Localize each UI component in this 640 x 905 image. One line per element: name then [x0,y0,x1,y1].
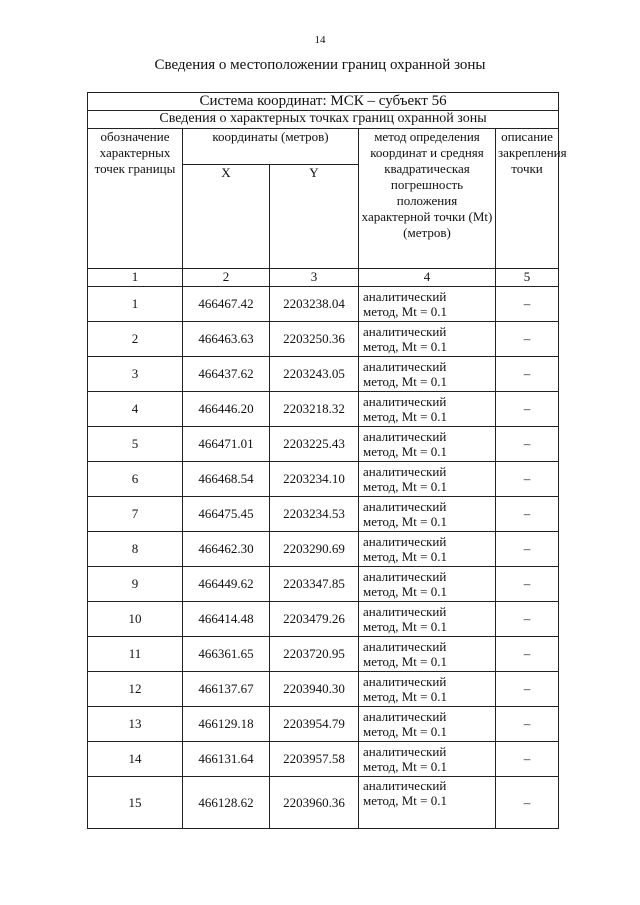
coordinate-y: 2203940.30 [270,672,359,707]
coordinate-y: 2203238.04 [270,287,359,322]
coordinate-x: 466128.62 [183,777,270,829]
method-line-2: метод, Mt = 0.1 [363,409,447,424]
method-line-2: метод, Mt = 0.1 [363,584,447,599]
method-line-1: аналитический [363,569,447,584]
point-number: 11 [88,637,183,672]
point-description: – [496,392,559,427]
coordinate-x: 466449.62 [183,567,270,602]
point-number: 14 [88,742,183,777]
column-numbers-row [88,269,559,287]
point-number: 8 [88,532,183,567]
method-line-2: метод, Mt = 0.1 [363,514,447,529]
coordinate-x: 466414.48 [183,602,270,637]
point-description: – [496,357,559,392]
coordinate-y: 2203234.53 [270,497,359,532]
method-line-1: аналитический [363,429,447,444]
header-y: Y [270,165,359,269]
method [359,532,496,567]
point-description: – [496,427,559,462]
point-number: 6 [88,462,183,497]
method-line-1: аналитический [363,778,447,793]
coordinate-y: 2203960.36 [270,777,359,829]
method-line-2: метод, Mt = 0.1 [363,374,447,389]
method-line-1: аналитический [363,604,447,619]
method [359,322,496,357]
point-description: – [496,322,559,357]
table-row [88,392,559,427]
table-row [88,637,559,672]
coordinate-y: 2203250.36 [270,322,359,357]
header-x: X [183,165,270,269]
coordinate-x: 466462.30 [183,532,270,567]
header-designation: обозначение характерных точек границы [88,129,183,269]
method-line-1: аналитический [363,289,447,304]
point-number: 9 [88,567,183,602]
table-row [88,357,559,392]
coordinate-y: 2203290.69 [270,532,359,567]
method-line-1: аналитический [363,639,447,654]
document-title: Сведения о местоположении границ охранной зоны [154,57,486,73]
coordinate-x: 466137.67 [183,672,270,707]
page-number: 14 [314,34,326,46]
table-row [88,287,559,322]
method [359,462,496,497]
point-number: 7 [88,497,183,532]
coordinate-x: 466475.45 [183,497,270,532]
coordinate-y: 2203479.26 [270,602,359,637]
coordinate-y: 2203218.32 [270,392,359,427]
method-line-1: аналитический [363,359,447,374]
method [359,602,496,637]
coordinate-y: 2203957.58 [270,742,359,777]
point-description: – [496,707,559,742]
point-number: 4 [88,392,183,427]
point-description: – [496,602,559,637]
coordinate-y: 2203720.95 [270,637,359,672]
method-line-2: метод, Mt = 0.1 [363,689,447,704]
method [359,392,496,427]
table-row [88,742,559,777]
point-number: 1 [88,287,183,322]
table-row [88,777,559,829]
boundary-points-table [87,92,567,829]
method-line-2: метод, Mt = 0.1 [363,724,447,739]
method [359,637,496,672]
point-description: – [496,742,559,777]
point-description: – [496,637,559,672]
point-description: – [496,777,559,829]
point-description: – [496,672,559,707]
method-line-2: метод, Mt = 0.1 [363,549,447,564]
method-line-2: метод, Mt = 0.1 [363,654,447,669]
method-line-2: метод, Mt = 0.1 [363,339,447,354]
coordinate-x: 466131.64 [183,742,270,777]
point-description: – [496,287,559,322]
column-number: 1 [88,269,183,287]
point-description: – [496,497,559,532]
method [359,567,496,602]
table-row [88,707,559,742]
method-line-1: аналитический [363,394,447,409]
points-title-row [88,111,559,129]
point-number: 12 [88,672,183,707]
point-description: – [496,462,559,497]
coordinate-y: 2203234.10 [270,462,359,497]
coordinate-y: 2203347.85 [270,567,359,602]
method-line-2: метод, Mt = 0.1 [363,759,447,774]
coordinate-x: 466361.65 [183,637,270,672]
method-line-1: аналитический [363,499,447,514]
point-number: 13 [88,707,183,742]
coordinate-x: 466437.62 [183,357,270,392]
coordinate-x: 466463.63 [183,322,270,357]
point-number: 10 [88,602,183,637]
method-line-1: аналитический [363,674,447,689]
coordinate-x: 466468.54 [183,462,270,497]
table-row [88,672,559,707]
column-number: 5 [496,269,559,287]
table-body [88,287,559,829]
point-number: 3 [88,357,183,392]
column-number: 2 [183,269,270,287]
table-row [88,322,559,357]
method [359,777,496,829]
method-line-2: метод, Mt = 0.1 [363,304,447,319]
header-row [88,129,559,165]
method-line-1: аналитический [363,464,447,479]
table-row [88,567,559,602]
method-line-2: метод, Mt = 0.1 [363,479,447,494]
point-number: 2 [88,322,183,357]
points-title: Сведения о характерных точках границ охранной зоны [88,111,559,129]
point-number: 5 [88,427,183,462]
method-line-1: аналитический [363,744,447,759]
coordinate-system-row [88,93,559,111]
method-line-2: метод, Mt = 0.1 [363,793,447,808]
method [359,742,496,777]
header-description: описание закрепления точки [496,129,559,269]
coordinate-x: 466471.01 [183,427,270,462]
method-line-2: метод, Mt = 0.1 [363,619,447,634]
table-row [88,497,559,532]
column-number: 4 [359,269,496,287]
method [359,287,496,322]
table-row [88,462,559,497]
method-line-1: аналитический [363,324,447,339]
header-coordinates: координаты (метров) [183,129,359,165]
method [359,497,496,532]
coordinate-y: 2203243.05 [270,357,359,392]
point-description: – [496,532,559,567]
coordinate-x: 466446.20 [183,392,270,427]
method-line-1: аналитический [363,534,447,549]
header-method: метод определения координат и средняя квадратическая погрешность положения характерной точки (Mt) (метров) [359,129,496,269]
table-row [88,532,559,567]
method [359,357,496,392]
method-line-2: метод, Mt = 0.1 [363,444,447,459]
point-number: 15 [88,777,183,829]
method [359,427,496,462]
column-number: 3 [270,269,359,287]
coordinate-x: 466467.42 [183,287,270,322]
point-description: – [496,567,559,602]
coordinate-y: 2203225.43 [270,427,359,462]
method [359,672,496,707]
table-row [88,427,559,462]
coordinate-x: 466129.18 [183,707,270,742]
coordinate-y: 2203954.79 [270,707,359,742]
method-line-1: аналитический [363,709,447,724]
coordinate-system: Система координат: МСК – субъект 56 [88,93,559,111]
method [359,707,496,742]
table-row [88,602,559,637]
